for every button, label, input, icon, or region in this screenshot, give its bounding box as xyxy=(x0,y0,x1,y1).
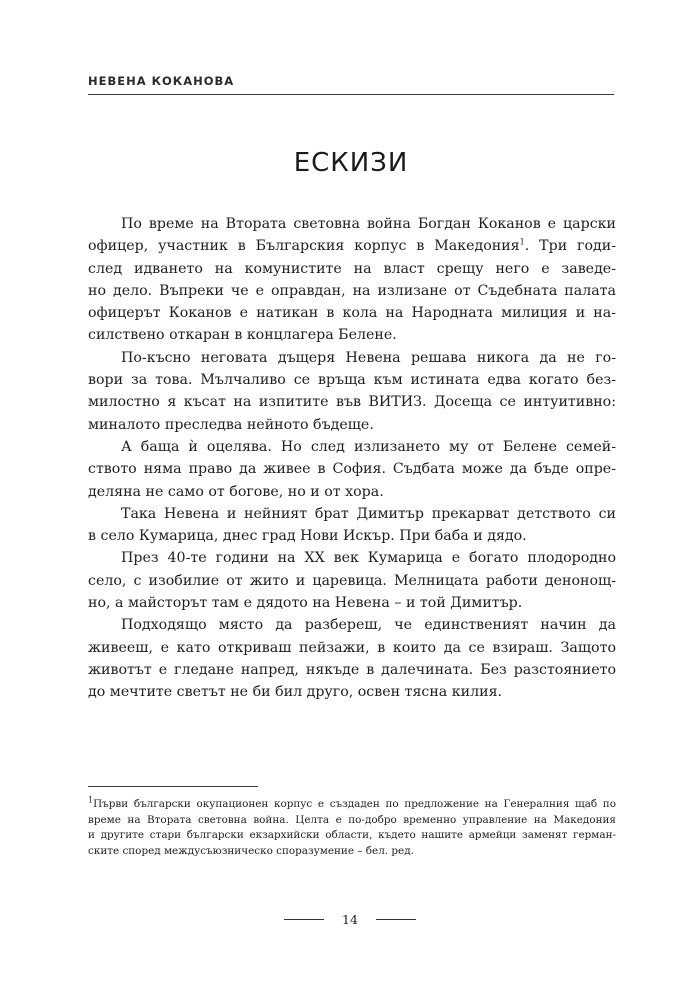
text-line: ството няма право да живее в София. Съдбата може да бъде опре- xyxy=(88,461,616,478)
text-line: деляна не само от богове, но и от хора. xyxy=(88,483,384,500)
text-line: Така Невена и нейният брат Димитър прекарват детството си xyxy=(121,505,616,522)
text-line: но, а майсторът там е дядото на Невена – и той Димитър. xyxy=(88,595,523,612)
paragraph-6 xyxy=(88,614,616,703)
paragraph-4 xyxy=(88,503,616,548)
text-segment: Първи български окупационен корпус е създаден по предложение на Генералния щаб по xyxy=(93,798,616,810)
footnote-line: ските според междусъюзническо споразумение – бел. ред. xyxy=(88,844,414,857)
header-rule xyxy=(88,94,614,95)
running-head: НЕВЕНА КОКАНОВА xyxy=(88,74,235,88)
footnote-ref[interactable]: 1 xyxy=(519,237,525,247)
paragraph-1 xyxy=(88,213,616,347)
text-line: А баща ѝ оцелява. Но след излизането му от Белене семей- xyxy=(121,438,616,455)
footnote-marker: 1 xyxy=(88,795,94,805)
text-line: вори за това. Мълчаливо се връща към истината едва когато без- xyxy=(88,372,616,389)
text-line: офицерът Коканов е натикан в кола на Народната милиция и на- xyxy=(88,305,616,322)
text-line: Подходящо място да разбереш, че единственият начин да xyxy=(121,617,616,634)
footnote-line: време на Втората световна война. Целта е по-добро временно управление на Македония xyxy=(88,813,616,826)
folio-dash-right xyxy=(376,919,416,920)
text-line: силствено откаран в концлагера Белене. xyxy=(88,327,397,344)
page-number: 14 xyxy=(342,912,358,927)
text-line: миналото преследва нейното бъдеще. xyxy=(88,416,374,433)
text-line: животът е гледане напред, някъде в далечината. Без разстоянието xyxy=(88,661,616,678)
text-segment: . Три годи- xyxy=(524,238,617,255)
text-line: село, с изобилие от жито и царевица. Мелницата работи денонощ- xyxy=(88,572,616,589)
body-text xyxy=(88,213,616,704)
text-line: но дело. Въпреки че е оправдан, на излизане от Съдебната палата xyxy=(88,282,616,299)
paragraph-3 xyxy=(88,436,616,503)
page-folio xyxy=(0,912,700,927)
footnote-rule xyxy=(88,786,258,787)
footnote-line xyxy=(88,797,616,813)
text-line xyxy=(88,235,616,257)
text-line: след идването на комунистите на власт срещу него е заведе- xyxy=(88,260,616,277)
text-line: в село Кумарица, днес град Нови Искър. При баба и дядо. xyxy=(88,528,527,545)
text-line: живееш, е като откриваш пейзажи, в които да се взираш. Защото xyxy=(88,639,616,656)
text-line: През 40-те години на XX век Кумарица е богато плодородно xyxy=(121,550,616,567)
text-line: По време на Втората световна война Богдан Коканов е царски xyxy=(121,216,616,232)
text-segment: офицер, участник в Българския корпус в Македония xyxy=(88,238,520,255)
folio-dash-left xyxy=(284,919,324,920)
footnote-line: и другите стари български екзархийски области, където нашите армейци заменят герман- xyxy=(88,829,616,841)
paragraph-2 xyxy=(88,347,616,436)
text-line: до мечтите светът не би бил друго, освен тясна килия. xyxy=(88,684,503,701)
text-line: милостно я късат на изпитите във ВИТИЗ. Досеща се интуитивно: xyxy=(88,394,616,411)
text-line: По-късно неговата дъщеря Невена решава никога да не го- xyxy=(121,349,616,366)
footnote xyxy=(88,797,616,859)
paragraph-5 xyxy=(88,547,616,614)
chapter-title: ЕСКИЗИ xyxy=(293,148,409,178)
